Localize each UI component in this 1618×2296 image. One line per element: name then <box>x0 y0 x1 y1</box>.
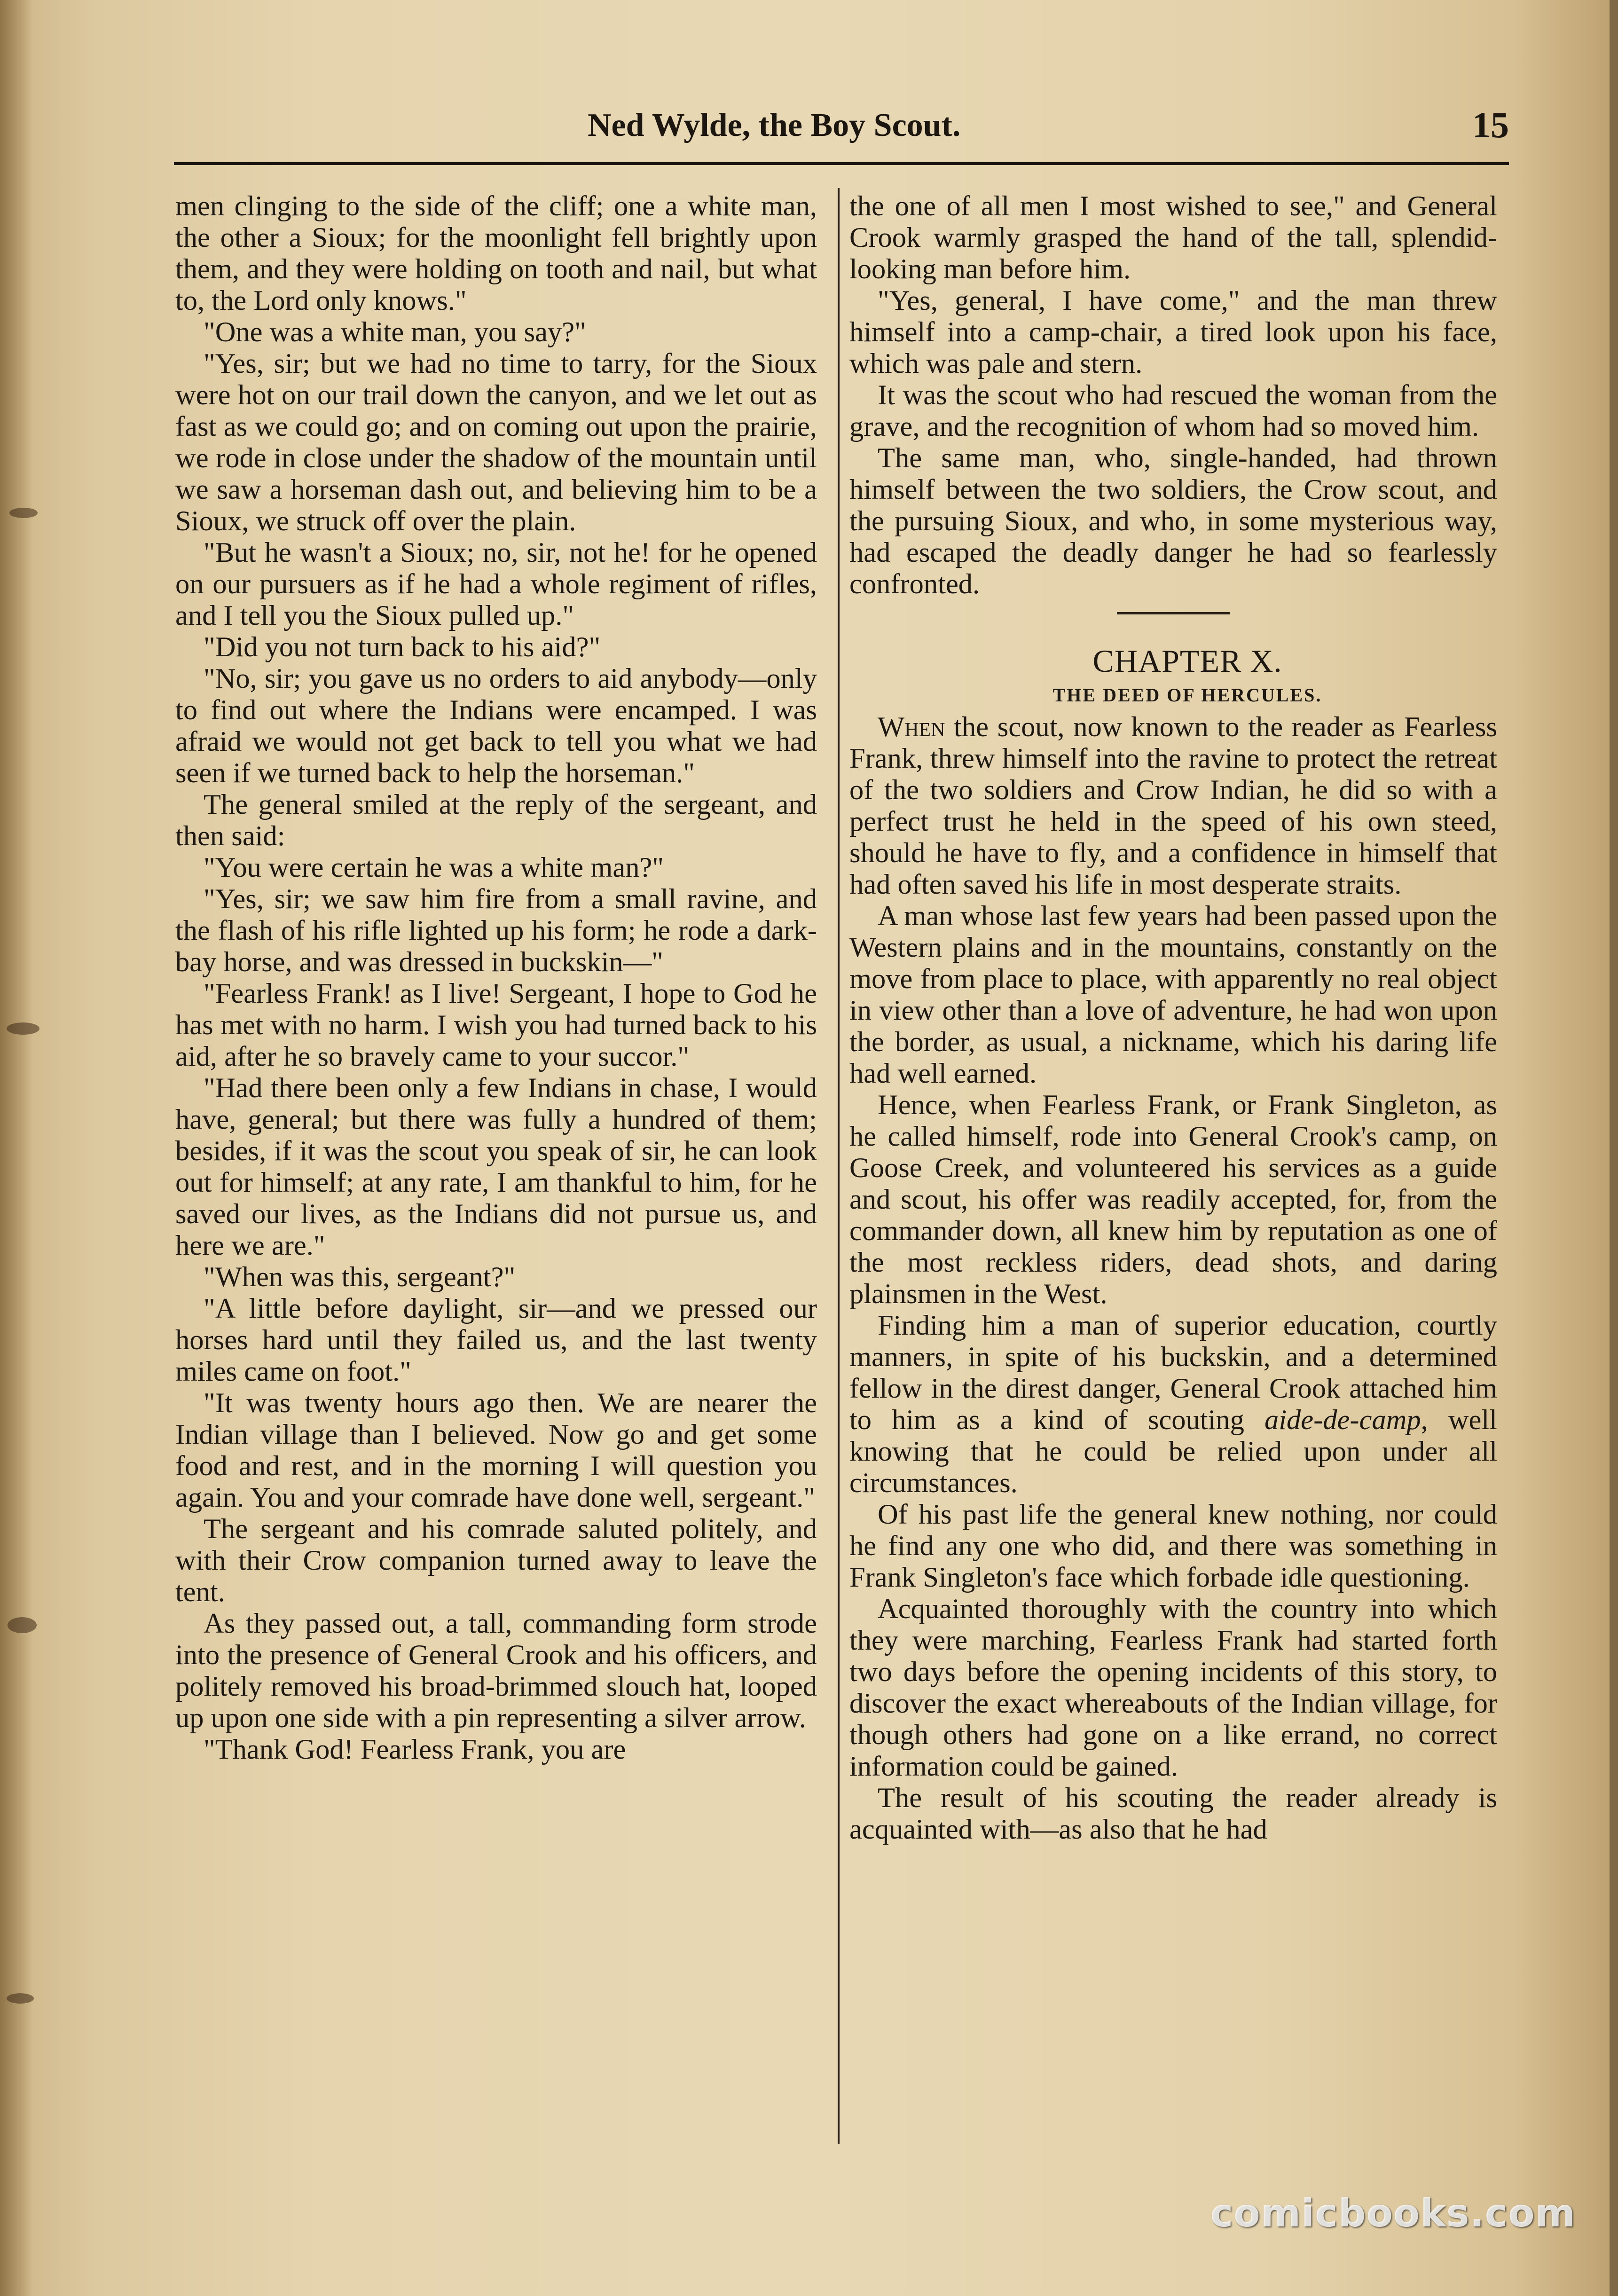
paragraph: When the scout, now known to the reader as Fearless Frank, threw himself into the ravine to protect the retreat of the two soldiers and Crow Indian, he did so with a perfect trust he held in the speed of his own steed, should he have to fly, and a confidence in himself that had often saved his life in most desperate straits. <box>849 711 1497 900</box>
paragraph: Of his past life the general knew nothing, nor could he find any one who did, and there was something in Frank Singleton's face which forbade idle questioning. <box>849 1499 1497 1593</box>
paragraph: "When was this, sergeant?" <box>204 1261 516 1293</box>
paragraph: "Thank God! Fearless Frank, you are <box>204 1734 626 1765</box>
paragraph: "You were certain he was a white man?" <box>204 852 664 883</box>
paragraph: men clinging to the side of the cliff; one a white man, the other a Sioux; for the moonlight fell brightly upon them, and they were holding on tooth and nail, but what to, the Lord only knows." <box>175 190 817 316</box>
paragraph: "A little before daylight, sir—and we pressed our horses hard until they failed us, and the last twenty miles came on foot." <box>175 1293 817 1387</box>
paragraph: As they passed out, a tall, commanding form strode into the presence of General Crook and his officers, and politely removed his broad-brimmed slouch hat, looped up upon one side with a pin representing a silver arrow. <box>175 1608 817 1734</box>
paragraph: "It was twenty hours ago then. We are nearer the Indian village than I believed. Now go and get some food and rest, and in the morning I will question you again. You and your comrade have done well, sergeant." <box>175 1387 817 1513</box>
section-rule <box>1117 612 1230 614</box>
chapter-subtitle: THE DEED OF HERCULES. <box>1052 684 1322 706</box>
paragraph: "Yes, sir; but we had no time to tarry, for the Sioux were hot on our trail down the canyon, and we let out as fast as we could go; and on coming out upon the prairie, we rode in close under the shadow of the mountain until we saw a horseman dash out, and believing him to be a Sioux, we struck off over the plain. <box>175 348 817 537</box>
page-number: 15 <box>1472 104 1509 145</box>
site-watermark: comicbooks.com <box>1210 2191 1576 2236</box>
paragraph: the one of all men I most wished to see," and General Crook warmly grasped the hand of the tall, splendid-looking man before him. <box>849 190 1497 285</box>
paragraph: It was the scout who had rescued the woman from the grave, and the recognition of whom had so moved him. <box>849 379 1497 442</box>
paragraph: "Yes, sir; we saw him fire from a small ravine, and the flash of his rifle lighted up his form; he rode a dark-bay horse, and was dressed in buckskin—" <box>175 883 817 978</box>
paragraph: Acquainted thoroughly with the country into which they were marching, Fearless Frank had started forth two days before the opening incidents of this story, to discover the exact whereabouts of the Indian village, for though others had gone on a like errand, no correct information could be gained. <box>849 1593 1497 1782</box>
paragraph: The result of his scouting the reader already is acquainted with—as also that he had <box>849 1782 1497 1845</box>
paragraph: Hence, when Fearless Frank, or Frank Singleton, as he called himself, rode into General Crook's camp, on Goose Creek, and volunteered his services as a guide and scout, his offer was readily accepted, for, from the commander down, all knew him by reputation as one of the most reckless riders, dead shots, and daring plainsmen in the West. <box>849 1089 1497 1310</box>
binding-hole-mark <box>7 1022 39 1035</box>
right-text-column <box>849 190 1497 2165</box>
binding-hole-mark <box>9 508 38 518</box>
chapter-heading: CHAPTER X. <box>1092 643 1282 679</box>
paragraph: "Fearless Frank! as I live! Sergeant, I hope to God he has met with no harm. I wish you had turned back to his aid, after he so bravely came to your succor." <box>175 978 817 1072</box>
paragraph: "Had there been only a few Indians in chase, I would have, general; but there was fully a hundred of them; besides, if it was the scout you speak of sir, he can look out for himself; at any rate, I am thankful to him, for he saved our lives, as the Indians did not pursue us, and here we are." <box>175 1072 817 1261</box>
paragraph: "But he wasn't a Sioux; no, sir, not he! for he opened on our pursuers as if he had a whole regiment of rifles, and I tell you the Sioux pulled up." <box>175 537 817 631</box>
paragraph: "Did you not turn back to his aid?" <box>204 631 601 663</box>
paragraph: "Yes, general, I have come," and the man threw himself into a camp-chair, a tired look upon his face, which was pale and stern. <box>849 285 1497 379</box>
paragraph: "One was a white man, you say?" <box>204 316 586 348</box>
paragraph: The sergeant and his comrade saluted politely, and with their Crow companion turned away to leave the tent. <box>175 1513 817 1608</box>
italic-term: aide-de-camp <box>1265 1404 1421 1436</box>
paragraph: Finding him a man of superior education, courtly manners, in spite of his buckskin, and a determined fellow in the direst danger, General Crook attached him to him as a kind of scouting aide-de-camp, well knowing that he could be relied upon under all circumstances. <box>849 1310 1497 1499</box>
paragraph: "No, sir; you gave us no orders to aid anybody—only to find out where the Indians were encamped. I was afraid we would not get back to tell you what we had seen if we turned back to help the horseman." <box>175 663 817 789</box>
paragraph: A man whose last few years had been passed upon the Western plains and in the mountains, constantly on the move from place to place, with apparently no real object in view other than a love of adventure, he had won upon the border, as usual, a nickname, which his daring life had well earned. <box>849 900 1497 1089</box>
running-title: Ned Wylde, the Boy Scout. <box>588 107 961 143</box>
drop-word: When <box>878 711 945 743</box>
column-divider <box>838 188 840 2144</box>
left-text-column <box>175 190 817 2165</box>
binding-hole-mark <box>7 1993 34 2004</box>
binding-hole-mark <box>8 1617 37 1633</box>
running-header <box>174 96 1509 165</box>
paragraph: The same man, who, single-handed, had thrown himself between the two soldiers, the Crow scout, and the pursuing Sioux, and who, in some mysterious way, had escaped the deadly danger he had so fearlessly confronted. <box>849 442 1497 600</box>
paragraph: The general smiled at the reply of the sergeant, and then said: <box>175 789 817 852</box>
page-gutter-shadow <box>0 0 33 2296</box>
